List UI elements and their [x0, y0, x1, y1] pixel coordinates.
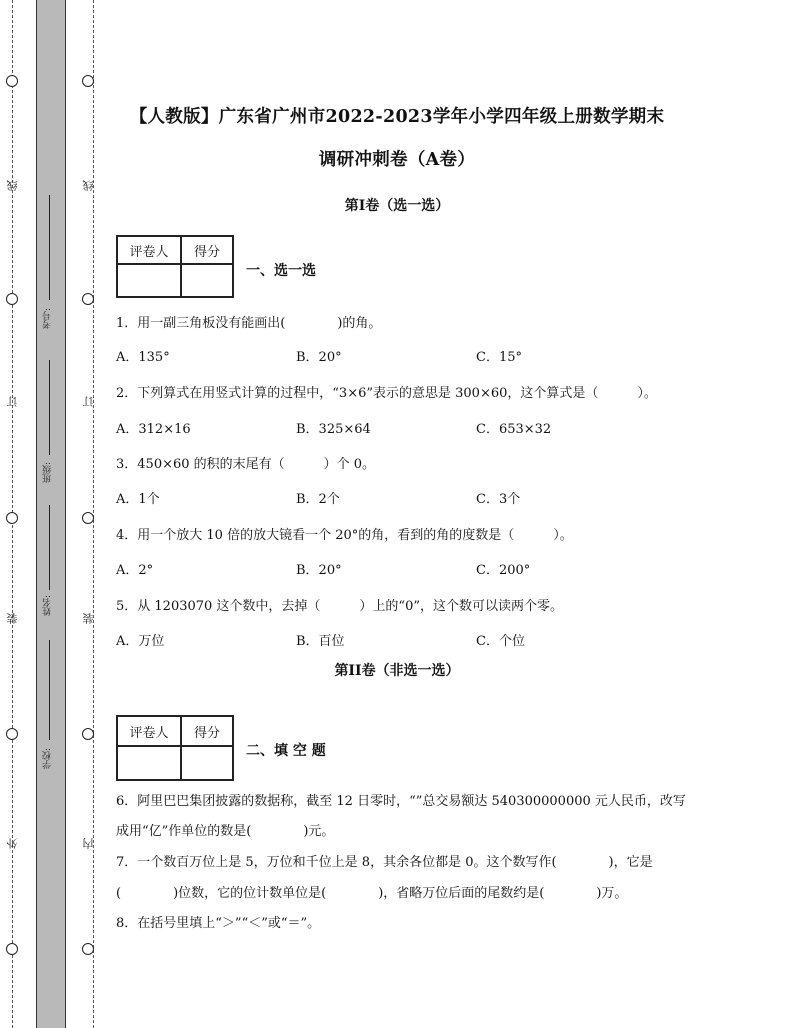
question-4: 4．用一个放大 10 倍的放大镜看一个 20°的角，看到的角的度数是（ ）。 [116, 528, 573, 543]
margin-char-wai-outer: 外 [6, 838, 19, 849]
binding-hole [6, 75, 18, 87]
q4-option-a[interactable]: A．2° [116, 563, 154, 578]
q4-option-b[interactable]: B．20° [296, 563, 342, 578]
margin-char-zhuang-inner: 装 [82, 613, 95, 624]
document-title-line2: 调研冲刺卷（A卷） [318, 150, 476, 170]
q1-option-b[interactable]: B．20° [296, 350, 342, 365]
reviewer-cell[interactable] [117, 264, 181, 297]
q3-option-b[interactable]: B．2个 [296, 492, 340, 507]
binding-hole [82, 75, 94, 87]
school-line [49, 640, 50, 740]
margin-char-nei-inner: 内 [82, 838, 95, 849]
question-6-line1: 6．阿里巴巴集团披露的数据称，截至 12 日零时，“”总交易额达 540300000000 元人民币，改写 [116, 794, 686, 809]
binding-hole [82, 943, 94, 955]
name-label: 姓名: [43, 595, 53, 617]
part2-heading: 第II卷（非选一选） [334, 663, 460, 679]
section-two-heading: 二、填 空 题 [246, 743, 326, 759]
question-5: 5．从 1203070 这个数中，去掉（ ）上的“0”，这个数可以读两个零。 [116, 599, 563, 614]
q5-option-a[interactable]: A．万位 [116, 634, 165, 649]
q1-option-a[interactable]: A．135° [116, 350, 170, 365]
binding-hole [82, 728, 94, 740]
part1-heading: 第I卷（选一选） [344, 198, 450, 214]
binding-hole [6, 728, 18, 740]
reviewer-header: 评卷人 [117, 716, 181, 746]
question-7-line1: 7．一个数百万位上是 5，万位和千位上是 8，其余各位都是 0。这个数写作( )，它是 [116, 855, 653, 870]
question-3: 3．450×60 的积的末尾有（ ）个 0。 [116, 457, 376, 472]
q2-option-c[interactable]: C．653×32 [476, 422, 552, 437]
q5-option-c[interactable]: C．个位 [476, 634, 525, 649]
name-line [49, 505, 50, 590]
exam-number-label: 考号: [43, 308, 53, 330]
score-cell[interactable] [181, 746, 233, 780]
document-title-line1: 【人教版】广东省广州市2022-2023学年小学四年级上册数学期末 [129, 107, 665, 127]
binding-hole [82, 512, 94, 524]
binding-hole [82, 293, 94, 305]
class-label: 班级: [43, 462, 53, 484]
part1-score-table [116, 235, 234, 298]
reviewer-cell[interactable] [117, 746, 181, 780]
question-6-line2: 成用“亿”作单位的数是( )元。 [116, 824, 335, 839]
school-label: 学校: [43, 748, 53, 770]
q3-option-a[interactable]: A．1个 [116, 492, 160, 507]
margin-char-ding-inner: 订 [82, 396, 95, 407]
score-cell[interactable] [181, 264, 233, 297]
question-2: 2．下列算式在用竖式计算的过程中，“3×6”表示的意思是 300×60，这个算式是（ ）。 [116, 386, 657, 401]
q2-option-b[interactable]: B．325×64 [296, 422, 371, 437]
binding-hole [6, 512, 18, 524]
question-7-line2: ( )位数，它的位计数单位是( )，省略万位后面的尾数约是( )万。 [116, 886, 628, 901]
question-1: 1．用一副三角板没有能画出( )的角。 [116, 316, 382, 331]
score-header: 得分 [181, 716, 233, 746]
margin-char-xian-outer: 线 [6, 180, 19, 191]
margin-char-ding-outer: 订 [6, 396, 19, 407]
q1-option-c[interactable]: C．15° [476, 350, 522, 365]
q2-option-a[interactable]: A．312×16 [116, 422, 191, 437]
class-line [49, 360, 50, 455]
question-8: 8．在括号里填上“＞”“＜”或“＝”。 [116, 916, 321, 931]
part2-score-table [116, 715, 234, 781]
margin-char-zhuang-outer: 装 [6, 613, 19, 624]
margin-char-xian-inner: 线 [82, 180, 95, 191]
binding-hole [6, 943, 18, 955]
section-one-heading: 一、选一选 [246, 263, 316, 279]
q3-option-c[interactable]: C．3个 [476, 492, 521, 507]
q5-option-b[interactable]: B．百位 [296, 634, 345, 649]
reviewer-header: 评卷人 [117, 236, 181, 264]
q4-option-c[interactable]: C．200° [476, 563, 531, 578]
binding-hole [6, 293, 18, 305]
score-header: 得分 [181, 236, 233, 264]
